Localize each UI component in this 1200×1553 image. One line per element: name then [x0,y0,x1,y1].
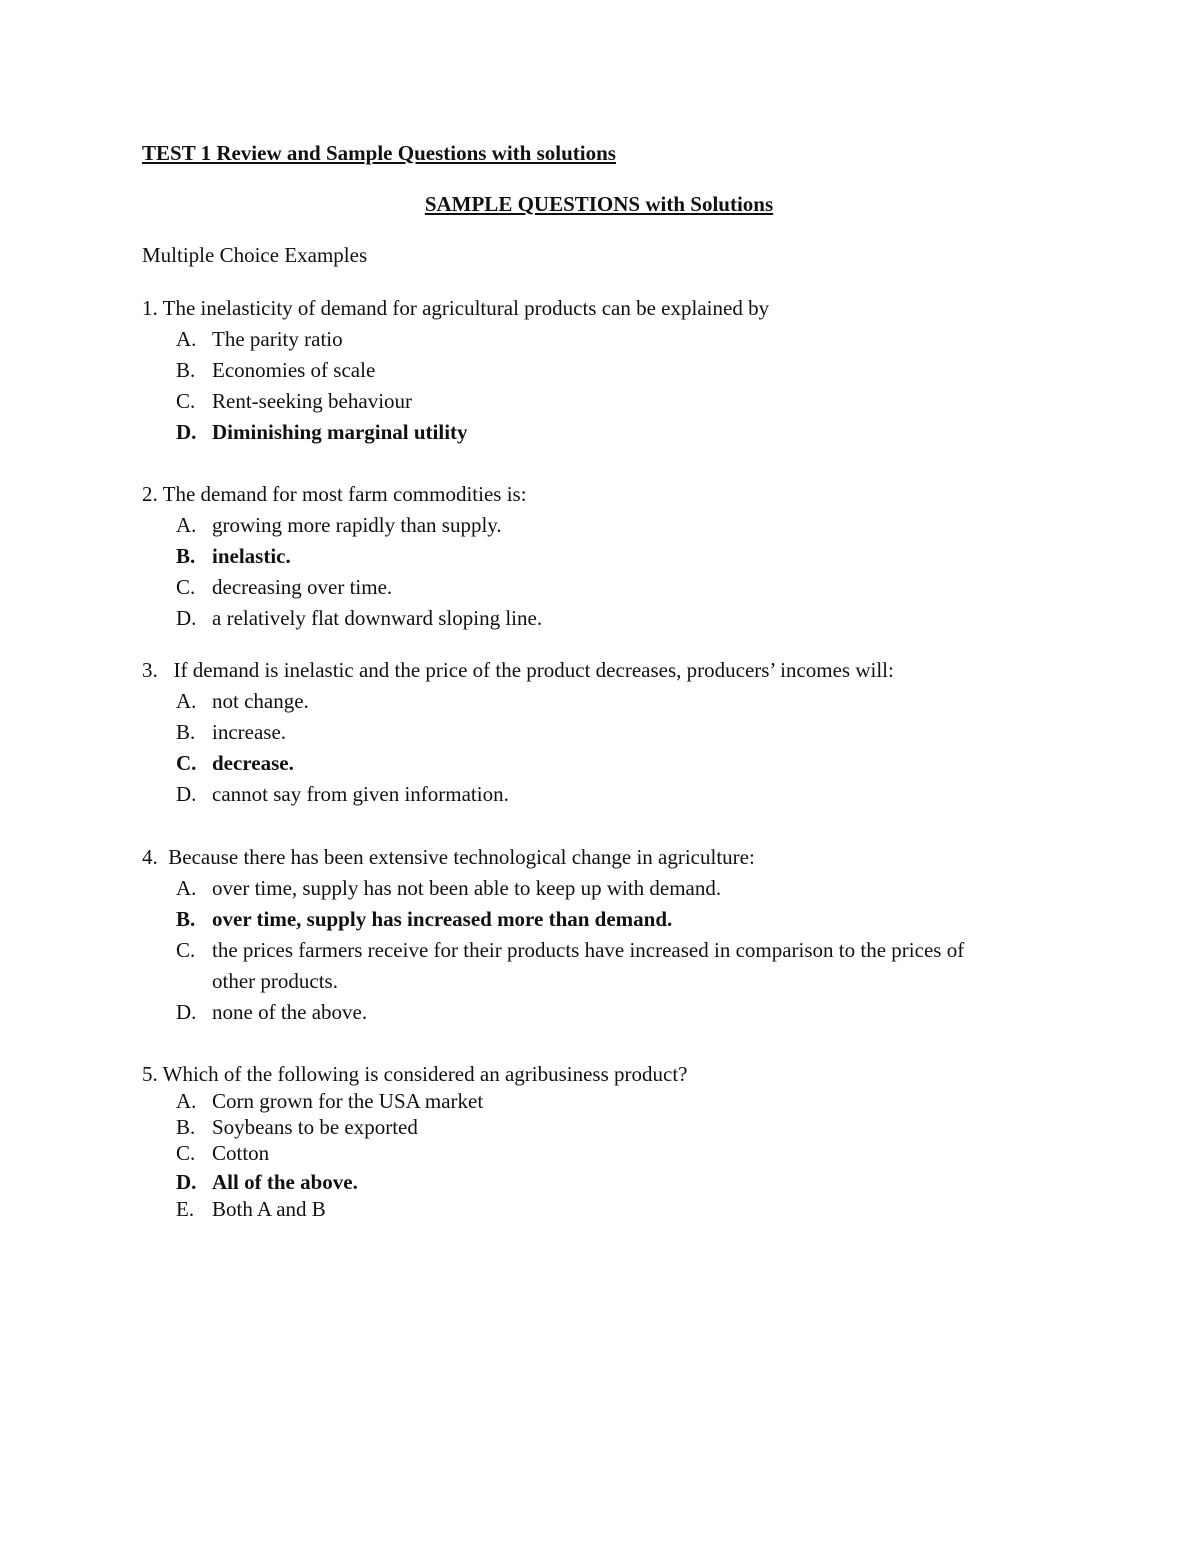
question-4-option-c-continued: other products. [212,969,338,993]
option-letter: E. [176,1197,195,1221]
question-4-option-b-correct [176,907,672,931]
question-5-prompt: 5. Which of the following is considered an agribusiness product? [142,1062,688,1086]
question-5-option-a [176,1089,483,1113]
option-letter: B. [176,544,196,568]
question-4-option-d [176,1000,367,1024]
option-letter: C. [176,575,196,599]
option-text: cannot say from given information. [212,782,509,806]
option-text: Soybeans to be exported [212,1115,418,1139]
option-letter: D. [176,1170,197,1194]
question-1-option-d-correct [176,420,468,444]
option-text: the prices farmers receive for their products have increased in comparison to the prices of [212,938,965,962]
option-letter: A. [176,513,197,537]
option-letter: A. [176,876,197,900]
option-text: Both A and B [212,1197,326,1221]
page-title: TEST 1 Review and Sample Questions with solutions [142,141,616,165]
option-text: a relatively flat downward sloping line. [212,606,543,630]
option-text: decrease. [212,751,294,775]
section-subtitle [0,192,1200,217]
subtitle-text: SAMPLE QUESTIONS with Solutions [424,192,774,216]
question-1-prompt: 1. The inelasticity of demand for agricultural products can be explained by [142,296,770,320]
question-2-option-d [176,606,542,630]
question-5-option-e [176,1197,326,1221]
question-1-option-c [176,389,412,413]
option-letter: B. [176,907,196,931]
option-letter: A. [176,1089,197,1113]
question-1-option-a [176,327,343,351]
option-letter: D. [176,420,197,444]
option-text: increase. [212,720,287,744]
option-letter: A. [176,689,197,713]
option-letter: B. [176,1115,196,1139]
question-2-option-b-correct [176,544,291,568]
question-4-prompt: 4. Because there has been extensive technological change in agriculture: [142,845,755,869]
option-letter: D. [176,1000,197,1024]
question-5-option-c [176,1141,269,1165]
question-4-option-a [176,876,721,900]
option-text: over time, supply has not been able to keep up with demand. [212,876,722,900]
option-letter: D. [176,606,197,630]
option-text: Rent-seeking behaviour [212,389,413,413]
option-text: Economies of scale [212,358,376,382]
question-1-option-b [176,358,375,382]
question-3-option-d [176,782,509,806]
option-text: growing more rapidly than supply. [212,513,502,537]
option-text: Diminishing marginal utility [212,420,468,444]
question-2-option-c [176,575,392,599]
option-text: none of the above. [212,1000,368,1024]
option-text: The parity ratio [212,327,343,351]
question-3-option-b [176,720,286,744]
question-2-option-a [176,513,502,537]
question-2-prompt: 2. The demand for most farm commodities is: [142,482,527,506]
option-text: not change. [212,689,309,713]
option-text: decreasing over time. [212,575,393,599]
question-5-option-d-correct [176,1170,358,1194]
option-letter: B. [176,720,196,744]
option-text: Corn grown for the USA market [212,1089,484,1113]
question-3-option-a [176,689,309,713]
option-text: over time, supply has increased more than demand. [212,907,673,931]
question-5-option-b [176,1115,418,1139]
option-letter: B. [176,358,196,382]
question-3-option-c-correct [176,751,294,775]
option-text: Cotton [212,1141,270,1165]
option-letter: C. [176,1141,196,1165]
question-4-option-c [176,938,964,962]
option-letter: D. [176,782,197,806]
option-letter: C. [176,938,196,962]
section-heading: Multiple Choice Examples [142,243,368,267]
option-letter: C. [176,389,196,413]
option-letter: C. [176,751,197,775]
option-letter: A. [176,327,197,351]
option-text: inelastic. [212,544,291,568]
option-text: All of the above. [212,1170,358,1194]
question-3-prompt: 3. If demand is inelastic and the price of the product decreases, producers’ incomes will: [142,658,894,682]
